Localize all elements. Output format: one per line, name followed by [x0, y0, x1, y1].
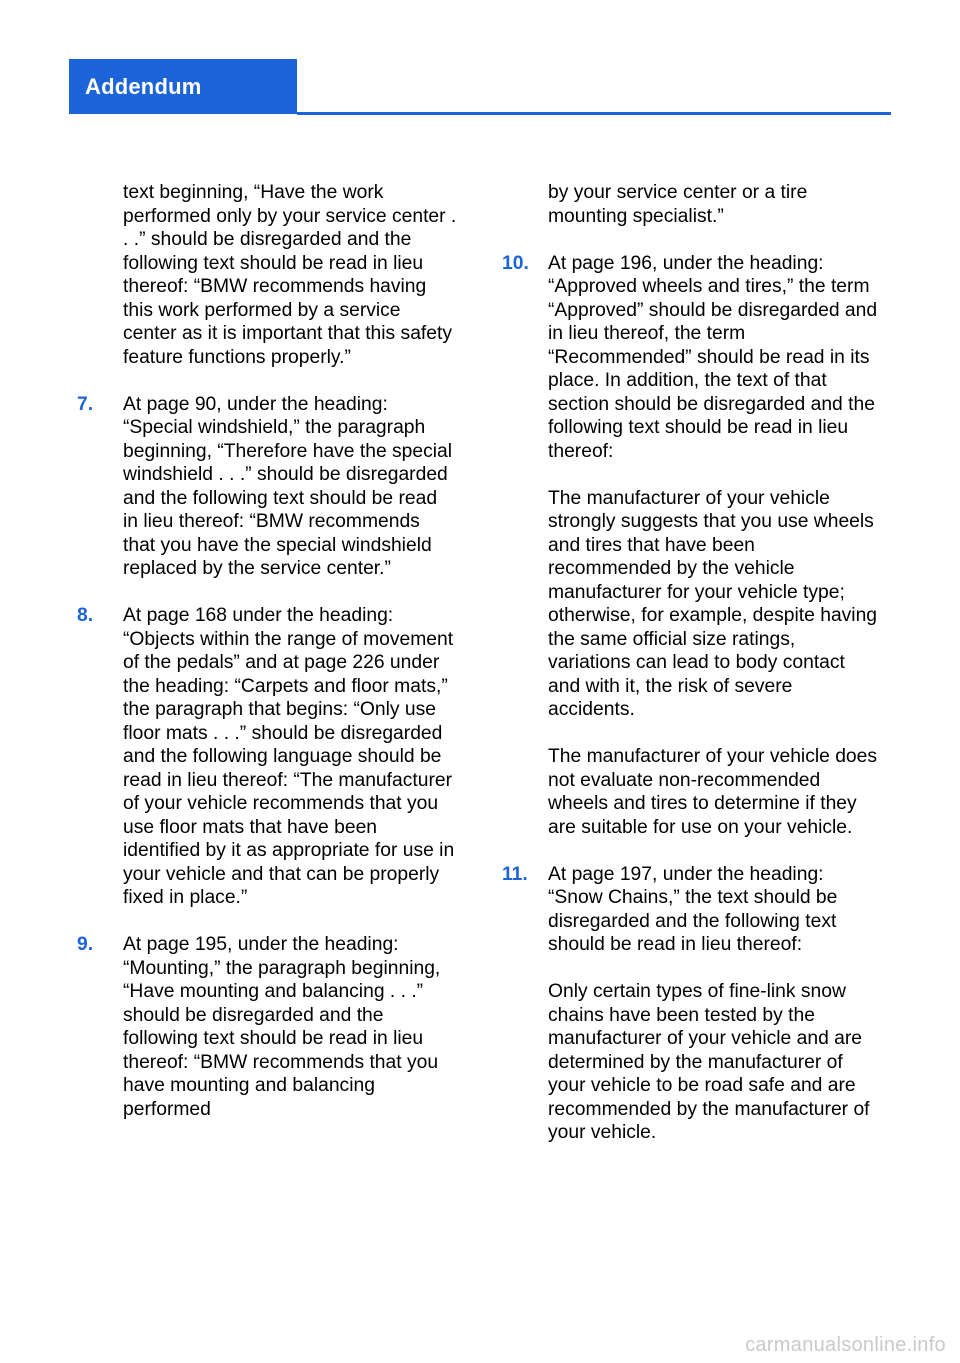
intro-paragraph: text beginning, “Have the work performed only by your service center . . .” should be disregarded and the following text should be read in lieu thereof: “BMW recommends having this work performed by a service center as it is important that this safety feature functions properly.”	[123, 182, 457, 368]
list-item-7	[77, 393, 457, 581]
continuation-paragraph: by your service center or a tire mounting specialist.”	[548, 182, 808, 227]
right-column	[502, 181, 882, 1145]
list-item-10	[502, 252, 882, 840]
item-subparagraph: The manufacturer of your vehicle does not evaluate non-recommended wheels and tires to determine if they are suitable for use on your vehicle.	[548, 746, 878, 838]
item-text: At page 195, under the heading: “Mounting,” the paragraph beginning, “Have mounting and balancing . . .” should be disregarded and the following text should be read in lieu thereof: “BMW recommends that you have mounting and balancing performed	[123, 934, 441, 1120]
item-text: At page 196, under the heading: “Approved wheels and tires,” the term “Approved” should be disregarded and in lieu thereof, the term “Recommended” should be read in its place. In addition, the text of that section should be disregarded and the following text should be read in lieu thereof:	[548, 252, 878, 462]
section-header-tab	[69, 59, 297, 114]
item-number: 8.	[77, 605, 94, 626]
section-title: Addendum	[85, 73, 202, 99]
left-column	[77, 181, 457, 1121]
item-number: 9.	[77, 934, 94, 955]
item-number: 7.	[77, 393, 94, 415]
item-subparagraph: Only certain types of fine-link snow chains have been tested by the manufacturer of your vehicle and are determined by the manufacturer of your vehicle to be road safe and are recommended by the manufacturer of your vehicle.	[548, 981, 870, 1143]
list-item-9	[77, 933, 457, 1121]
item-number: 11.	[502, 863, 528, 885]
header-rule	[297, 112, 891, 115]
item-text: At page 168 under the heading: “Objects within the range of movement of the pedals” and at page 226 under the heading: “Carpets and floor mats,” the paragraph that begins: “Only use floor mats . . .” should be disregarded and the following language should be read in lieu thereof: “The manufacturer of your vehicle recommends that you use floor mats that have been identified by it as appropriate for use in your vehicle and that can be properly fixed in place.”	[123, 605, 455, 908]
item-subparagraph: The manufacturer of your vehicle strongly suggests that you use wheels and tires that have been recommended by the vehicle manufacturer for your vehicle type; otherwise, for example, despite having the same official size ratings, variations can lead to body contact and with it, the risk of severe accidents.	[548, 487, 878, 720]
item-text: At page 90, under the heading: “Special windshield,” the paragraph beginning, “Therefore have the special windshield . . .” should be disregarded and the following text should be read in lieu thereof: “BMW recommends that you have the special windshield replaced by the service center.”	[123, 393, 453, 579]
list-item-8	[77, 604, 457, 910]
watermark: carmanualsonline.info	[745, 1334, 946, 1356]
item-number: 10.	[502, 252, 529, 274]
list-item-11	[502, 863, 882, 1145]
item-text: At page 197, under the heading: “Snow Chains,” the text should be disregarded and the following text should be read in lieu thereof:	[548, 863, 838, 955]
